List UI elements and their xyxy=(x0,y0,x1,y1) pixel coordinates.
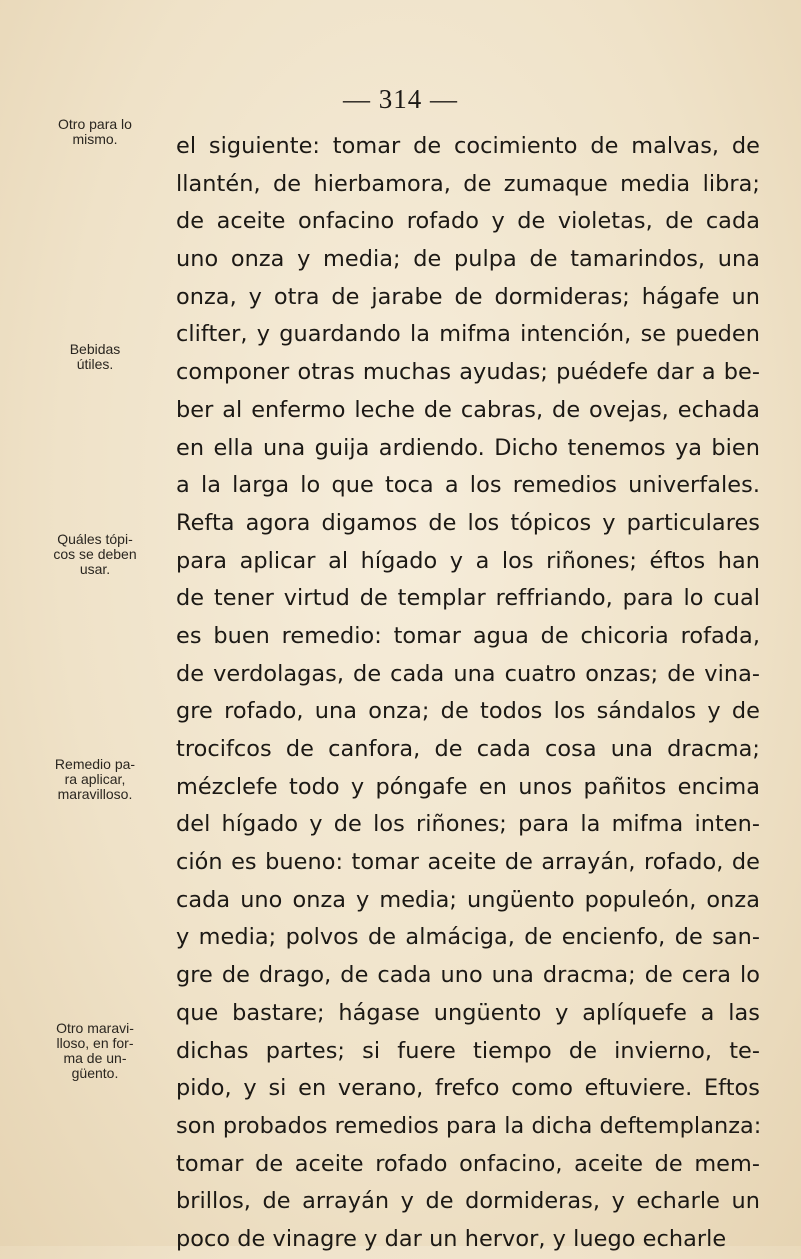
side-note-line: mismo. xyxy=(72,131,118,147)
body-line: onza, y otra de jarabe de dormideras; hágafe un xyxy=(176,283,760,310)
side-note-otro-para-lo-mismo xyxy=(30,117,160,147)
body-line: gre rofado, una onza; de todos los sándalos y de xyxy=(176,698,760,725)
side-note-line: lloso, en for- xyxy=(56,1035,134,1051)
side-note-line: Quáles tópi- xyxy=(57,531,133,547)
body-line: poco de vinagre y dar un hervor, y luego echarle xyxy=(176,1225,727,1252)
side-note-line: ma de un- xyxy=(63,1050,127,1066)
side-note-line: Remedio pa- xyxy=(54,756,136,772)
body-line: de aceite onfacino rofado y de violetas, de cada xyxy=(176,208,760,235)
body-line: gre de drago, de cada uno una dracma; de cera lo xyxy=(176,962,760,989)
body-text xyxy=(176,128,760,1259)
body-line: ber al enfermo leche de cabras, de ovejas, echada xyxy=(176,396,760,423)
side-note-line: Otro para lo xyxy=(58,116,132,132)
body-line: cada uno onza y media; ungüento populeón, onza xyxy=(176,886,760,913)
body-line: a la larga lo que toca a los remedios univerfales. xyxy=(176,472,760,499)
body-line: pido, y si en verano, frefco como eftuviere. Eftos xyxy=(176,1075,760,1102)
side-note-otro-maravilloso xyxy=(30,1021,160,1081)
body-line: componer otras muchas ayudas; puédefe dar a be- xyxy=(176,359,760,386)
body-line: uno onza y media; de pulpa de tamarindos, una xyxy=(176,246,760,273)
body-line: tomar de aceite rofado onfacino, aceite de mem- xyxy=(176,1150,760,1177)
body-line: ción es bueno: tomar aceite de arrayán, rofado, de xyxy=(176,849,760,876)
side-note-line: Otro maravi- xyxy=(56,1020,134,1036)
side-note-bebidas-utiles xyxy=(30,342,160,372)
body-line: trocifcos de canfora, de cada cosa una dracma; xyxy=(176,736,760,762)
side-note-remedio-para-aplicar xyxy=(30,757,160,802)
body-line: el siguiente: tomar de cocimiento de malvas, de xyxy=(176,133,760,159)
body-line: que bastare; hágase ungüento y aplíquefe a las xyxy=(176,999,760,1026)
side-note-line: güento. xyxy=(71,1065,119,1081)
side-note-line: maravilloso. xyxy=(57,786,133,802)
side-note-line: Bebidas xyxy=(69,341,121,357)
body-line: del hígado y de los riñones; para la mifma inten- xyxy=(176,811,760,838)
body-line: Refta agora digamos de los tópicos y particulares xyxy=(176,509,760,536)
side-note-line: ra aplicar, xyxy=(64,771,126,787)
body-line: mézclefe todo y póngafe en unos pañitos encima xyxy=(176,773,760,800)
body-line: es buen remedio: tomar agua de chicoria rofada, xyxy=(176,622,760,649)
body-line: de tener virtud de templar reffriando, para lo cual xyxy=(176,585,760,612)
page-number: — 314 — xyxy=(343,84,458,114)
body-line: para aplicar al hígado y a los riñones; éftos han xyxy=(176,547,760,574)
side-note-quales-topicos xyxy=(30,532,160,577)
body-line: brillos, de arrayán y de dormideras, y echarle un xyxy=(176,1188,760,1215)
body-line: llantén, de hierbamora, de zumaque media libra; xyxy=(176,170,760,197)
body-line: de verdolagas, de cada una cuatro onzas; de vina- xyxy=(176,660,760,687)
side-note-line: usar. xyxy=(79,561,111,577)
body-line: son probados remedios para la dicha deftemplanza: xyxy=(176,1112,762,1139)
body-line: en ella una guija ardiendo. Dicho tenemos ya bien xyxy=(176,434,760,461)
side-note-line: cos se deben xyxy=(53,546,137,562)
body-line: dichas partes; si fuere tiempo de invierno, te- xyxy=(176,1037,760,1064)
side-note-line: útiles. xyxy=(76,356,114,372)
body-line: y media; polvos de almáciga, de encienfo, de san- xyxy=(176,924,760,951)
body-line: clifter, y guardando la mifma intención, se pueden xyxy=(176,321,760,348)
